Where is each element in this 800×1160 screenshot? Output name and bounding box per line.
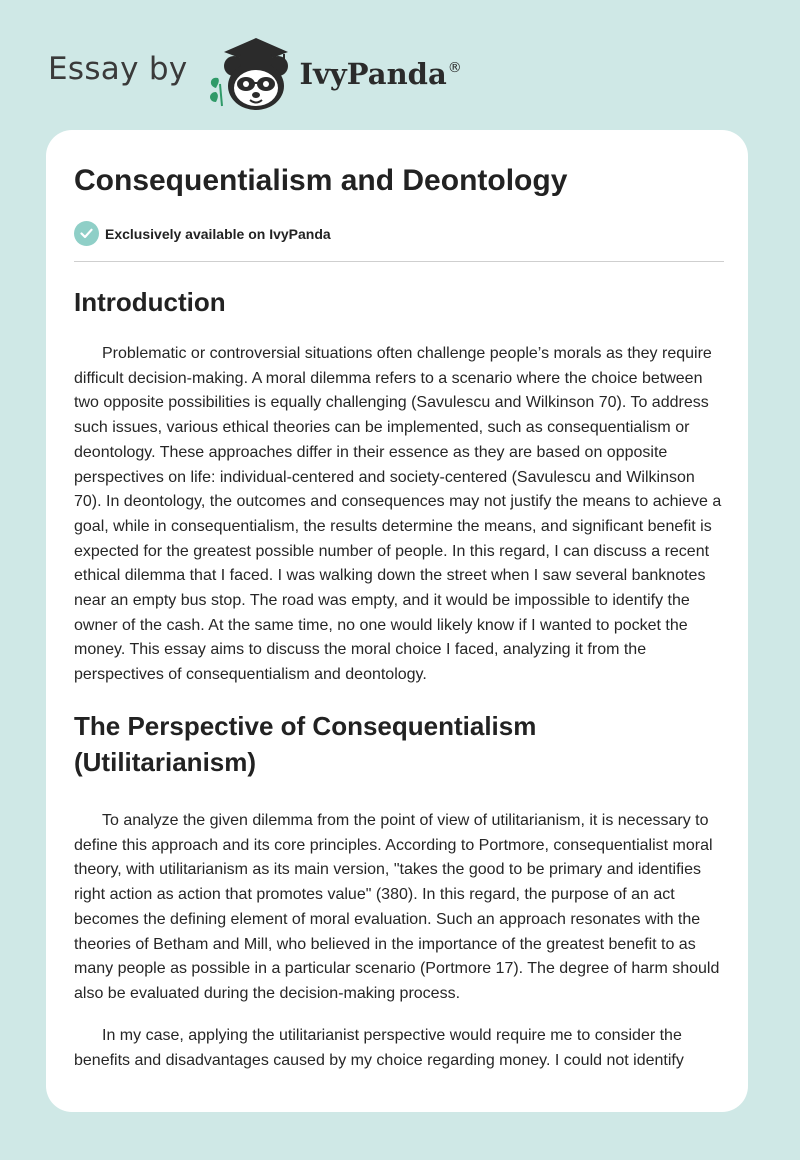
essay-title: Consequentialism and Deontology [74,164,568,197]
essay-card [46,130,748,1112]
consequentialism-paragraph-2: In my case, applying the utilitarianist perspective would require me to consider the benefits and disadvantages caused by my choice regarding money. I could not identify [74,1027,684,1069]
section-heading-introduction: Introduction [74,287,226,317]
site-header [48,32,462,112]
registered-mark: ® [447,60,462,76]
check-circle-icon [74,221,99,246]
consequentialism-paragraph-1: To analyze the given dilemma from the point of view of utilitarianism, it is necessary to define this approach and its core principles. According to Portmore, consequentialist moral theory, with utilitarianism as its main version, "takes the good to be primary and identifies right action as action that promotes value" (380). In this regard, the purpose of an act becomes the defining element of moral evaluation. Such an approach resonates with the theories of Betham and Mill, who believed in the importance of the greatest benefit to as many people as possible in a particular scenario (Portmore 17). The degree of harm should also be evaluated during the decision-making process. [74,812,720,1002]
brand-name-text: IvyPanda [299,57,447,91]
section-heading-consequentialism: The Perspective of Consequentialism (Utilitarianism) [74,711,537,777]
availability-note [74,221,331,246]
brand-prefix: Essay by [48,51,188,87]
brand-name[interactable] [300,57,462,91]
title-divider [74,261,724,262]
introduction-paragraph: Problematic or controversial situations often challenge people’s morals as they require difficult decision-making. A moral dilemma refers to a scenario where the choice between two opposite possibilities is equally challenging (Savulescu and Wilkinson 70). To address such issues, various ethical theories can be implemented, such as consequentialism or deontology. These approaches differ in their essence as they are based on opposite perspectives on life: individual-centered and society-centered (Savulescu and Wilkinson 70). In deontology, the outcomes and consequences may not justify the means to achieve a goal, while in consequentialism, the results determine the means, and significant benefit is expected for the greatest possible number of people. In this regard, I can discuss a recent ethical dilemma that I faced. I was walking down the street when I saw several banknotes near an empty bus stop. The road was empty, and it would be impossible to identify the owner of the cash. At the same time, no one would likely know if I wanted to pocket the money. This essay aims to discuss the moral choice I faced, analyzing it from the perspectives of consequentialism and deontology. [74,345,722,684]
availability-text: Exclusively available on IvyPanda [105,225,331,242]
panda-logo-icon[interactable] [204,32,296,112]
